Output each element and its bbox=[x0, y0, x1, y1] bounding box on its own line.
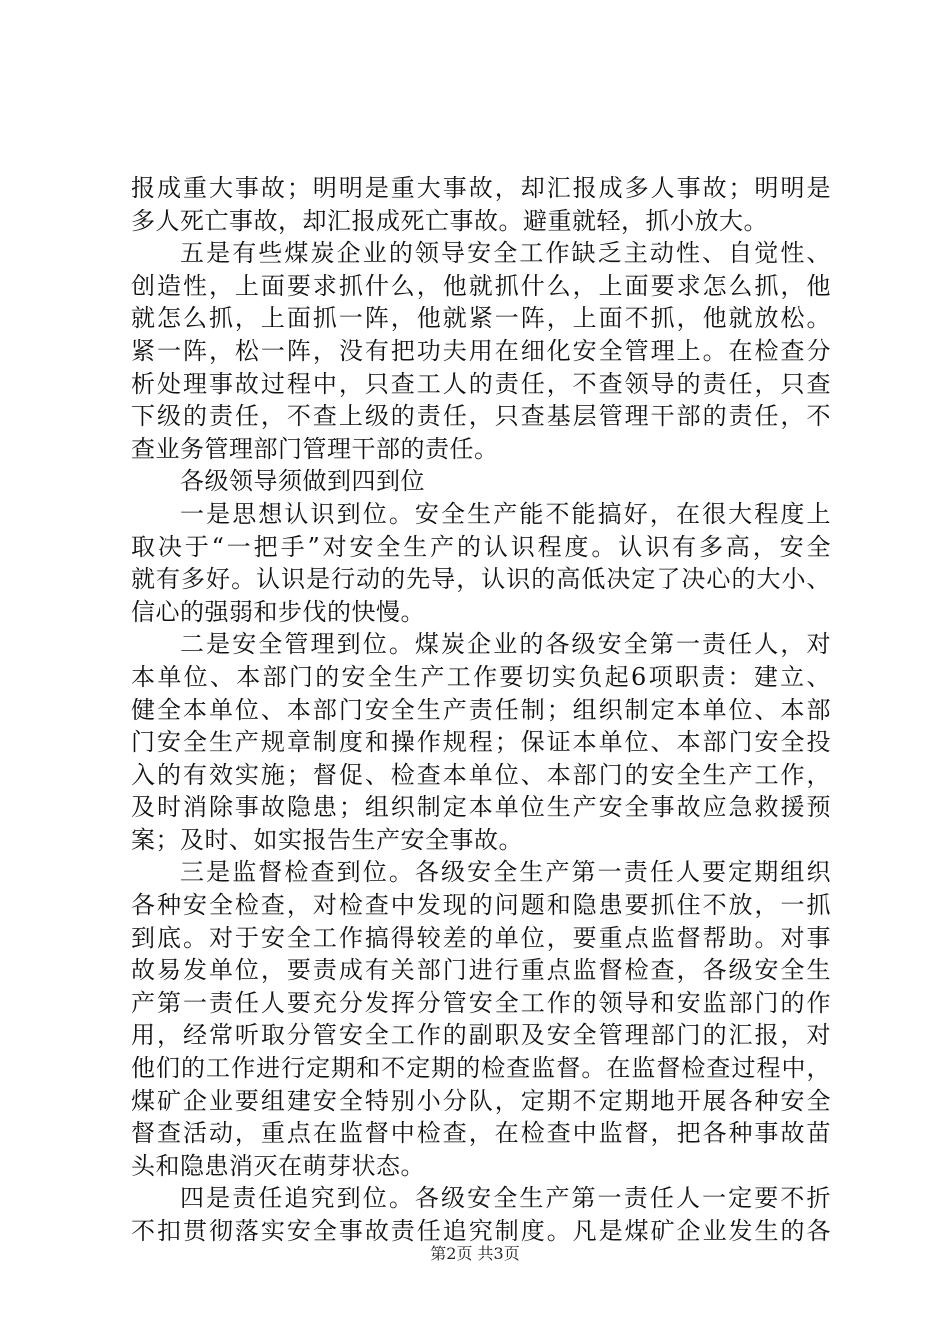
text-line: 及时消除事故隐患；组织制定本单位生产安全事故应急救援预 bbox=[131, 793, 831, 822]
text-line: 五是有些煤炭企业的领导安全工作缺乏主动性、自觉性、 bbox=[180, 239, 831, 268]
document-body bbox=[131, 172, 831, 1248]
text-line: 用，经常听取分管安全工作的副职及安全管理部门的汇报，对 bbox=[131, 1021, 831, 1050]
page-footer: 第2页 共3页 bbox=[430, 1244, 520, 1263]
text-line: 头和隐患消灭在萌芽状态。 bbox=[131, 1151, 425, 1180]
text-line: 本单位、本部门的安全生产工作要切实负起6项职责：建立、 bbox=[131, 662, 831, 691]
text-line: 产第一责任人要充分发挥分管安全工作的领导和安监部门的作 bbox=[131, 988, 831, 1017]
text-line: 析处理事故过程中，只查工人的责任，不查领导的责任，只查 bbox=[131, 369, 831, 398]
text-line: 一是思想认识到位。安全生产能不能搞好，在很大程度上 bbox=[180, 499, 831, 528]
text-line: 各级领导须做到四到位 bbox=[180, 467, 425, 496]
text-line: 各种安全检查，对检查中发现的问题和隐患要抓住不放，一抓 bbox=[131, 891, 831, 920]
text-line: 二是安全管理到位。煤炭企业的各级安全第一责任人，对 bbox=[180, 630, 831, 659]
text-line: 下级的责任，不查上级的责任，只查基层管理干部的责任，不 bbox=[131, 402, 831, 431]
text-line: 健全本单位、本部门安全生产责任制；组织制定本单位、本部 bbox=[131, 695, 831, 724]
text-line: 煤矿企业要组建安全特别小分队，定期不定期地开展各种安全 bbox=[131, 1086, 831, 1115]
text-line: 到底。对于安全工作搞得较差的单位，要重点监督帮助。对事 bbox=[131, 923, 831, 952]
text-line: 三是监督检查到位。各级安全生产第一责任人要定期组织 bbox=[180, 858, 831, 887]
text-line: 多人死亡事故，却汇报成死亡事故。避重就轻，抓小放大。 bbox=[131, 206, 768, 235]
text-line: 案；及时、如实报告生产安全事故。 bbox=[131, 825, 523, 854]
text-line: 就有多好。认识是行动的先导，认识的高低决定了决心的大小、 bbox=[131, 565, 831, 594]
text-line: 取决于“一把手”对安全生产的认识程度。认识有多高，安全 bbox=[131, 532, 831, 561]
text-line: 督查活动，重点在监督中检查，在检查中监督，把各种事故苗 bbox=[131, 1119, 831, 1148]
text-line: 信心的强弱和步伐的快慢。 bbox=[131, 597, 425, 626]
text-line: 入的有效实施；督促、检查本单位、本部门的安全生产工作， bbox=[131, 760, 831, 789]
text-line: 门安全生产规章制度和操作规程；保证本单位、本部门安全投 bbox=[131, 728, 831, 757]
text-line: 创造性，上面要求抓什么，他就抓什么，上面要求怎么抓，他 bbox=[131, 271, 831, 300]
text-line: 他们的工作进行定期和不定期的检查监督。在监督检查过程中， bbox=[131, 1054, 831, 1083]
text-line: 故易发单位，要责成有关部门进行重点监督检查，各级安全生 bbox=[131, 956, 831, 985]
text-line: 报成重大事故；明明是重大事故，却汇报成多人事故；明明是 bbox=[131, 174, 831, 202]
text-line: 紧一阵，松一阵，没有把功夫用在细化安全管理上。在检查分 bbox=[131, 336, 831, 365]
text-line: 查业务管理部门管理干部的责任。 bbox=[131, 434, 499, 463]
text-line: 不扣贯彻落实安全事故责任追究制度。凡是煤矿企业发生的各 bbox=[131, 1217, 831, 1245]
text-line: 四是责任追究到位。各级安全生产第一责任人一定要不折 bbox=[180, 1184, 831, 1213]
text-line: 就怎么抓，上面抓一阵，他就紧一阵，上面不抓，他就放松。 bbox=[131, 304, 831, 333]
